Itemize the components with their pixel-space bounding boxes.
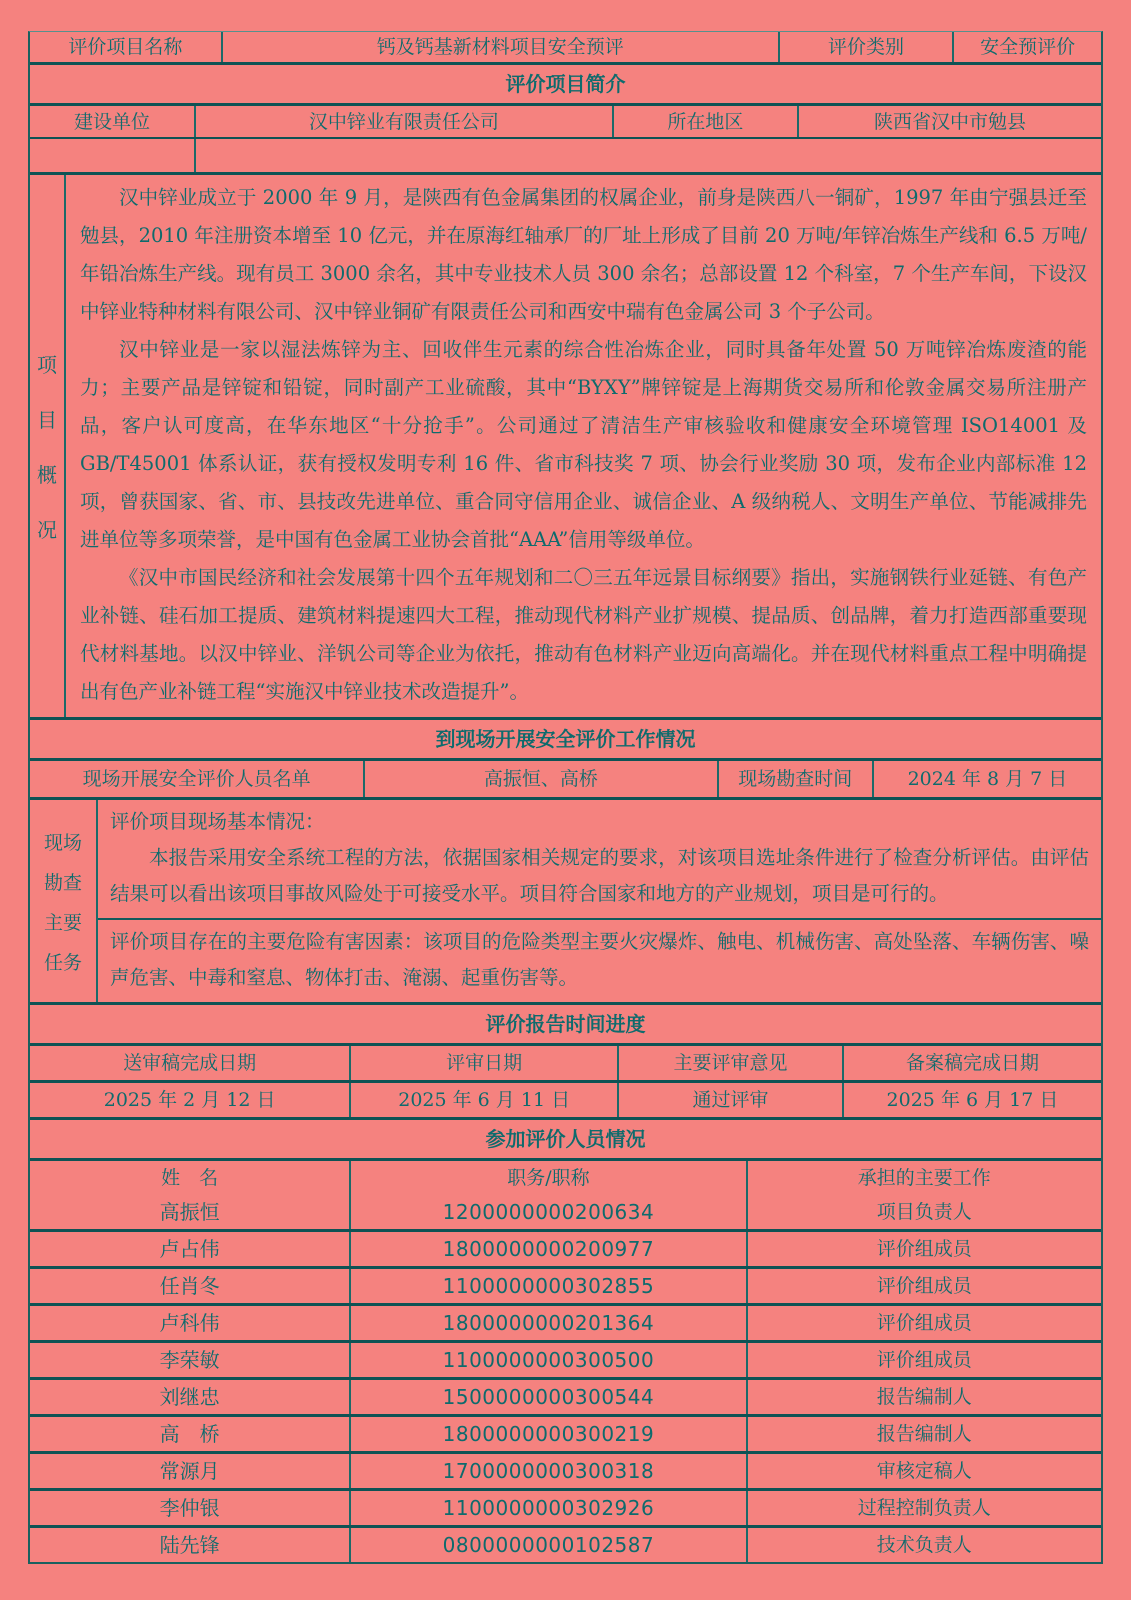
overview-label-char: 项 — [37, 353, 57, 377]
table-row — [30, 1377, 1101, 1414]
personnel-section-title: 参加评价人员情况 — [485, 1127, 646, 1151]
region-value: 陕西省汉中市勉县 — [873, 110, 1026, 133]
table-row — [30, 1488, 1101, 1525]
survey-time-value: 2024 年 8 月 7 日 — [907, 768, 1068, 790]
table-row — [30, 1229, 1101, 1266]
schedule-review-date: 2025 年 6 月 11 日 — [351, 1083, 619, 1117]
evaluation-form-table — [28, 31, 1103, 1564]
person-cert-number: 1100000000302926 — [351, 1491, 747, 1525]
site-personnel-label: 现场开展安全评价人员名单 — [30, 761, 365, 797]
person-role: 评价组成员 — [876, 1312, 972, 1334]
person-name: 卢占伟 — [30, 1232, 351, 1266]
empty-cell-left — [30, 139, 196, 172]
schedule-section-title: 评价报告时间进度 — [485, 1012, 646, 1036]
overview-label-char: 况 — [37, 518, 57, 542]
person-name: 陆先锋 — [30, 1528, 351, 1562]
overview-paragraph-2: 汉中锌业是一家以湿法炼锌为主、回收伴生元素的综合性冶炼企业，同时具备年处置 50 万吨锌冶炼废渣的能力；主要产品是锌锭和铅锭，同时副产工业硫酸，其中“BYXY”牌锌锭是上海期货交易所和伦敦金属交易所注册产品，客户认可度高，在华东地区“十分抢手”。公司通过了清洁生产审核验收和健康安全环境管理 ISO14001 及 GB/T45001 体系认证，获有授权发明专利 16 件、省市科技奖 7 项、协会行业奖励 30 项，发布企业内部标准 12 项，曾获国家、省、市、县技改先进单位、重合同守信用企业、诚信企业、A 级纳税人、文明生产单位、节能减排先进单位等多项荣誉，是中国有色金属工业协会首批“AAA”信用等级单位。 — [80, 338, 1087, 551]
table-row — [30, 1340, 1101, 1377]
survey-basic-body: 本报告采用安全系统工程的方法，依据国家相关规定的要求，对该项目选址条件进行了检查分析评估。由评估结果可以看出该项目事故风险处于可接受水平。项目符合国家和地方的产业规划，项目是可行的。 — [110, 846, 1089, 905]
survey-hazards-text: 评价项目存在的主要危险有害因素：该项目的危险类型主要火灾爆炸、触电、机械伤害、高处坠落、车辆伤害、噪声危害、中毒和窒息、物体打击、淹溺、起重伤害等。 — [110, 930, 1089, 989]
person-name: 高振恒 — [30, 1195, 351, 1229]
person-name: 常源月 — [30, 1454, 351, 1488]
builder-value: 汉中锌业有限责任公司 — [196, 106, 614, 137]
survey-hazards-cell — [98, 918, 1101, 1002]
project-name-value: 钙及钙基新材料项目安全预评 — [223, 32, 780, 62]
schedule-record-date: 2025 年 6 月 17 日 — [886, 1089, 1059, 1111]
site-personnel-row — [30, 758, 1101, 797]
person-name: 任肖冬 — [30, 1269, 351, 1303]
region-label: 所在地区 — [614, 106, 799, 137]
project-overview-block — [30, 172, 1101, 717]
survey-label-line: 主要 — [43, 911, 82, 934]
person-role: 评价组成员 — [876, 1349, 972, 1371]
person-cert-number: 1800000000300219 — [351, 1417, 747, 1451]
person-cert-number: 1800000000200977 — [351, 1232, 747, 1266]
person-name: 李荣敏 — [30, 1343, 351, 1377]
schedule-header-submit: 送审稿完成日期 — [30, 1046, 351, 1080]
person-role: 评价组成员 — [876, 1238, 972, 1260]
table-row — [30, 1451, 1101, 1488]
schedule-header-review-date: 评审日期 — [351, 1046, 619, 1080]
empty-row — [30, 137, 1101, 172]
survey-basic-title: 评价项目现场基本情况： — [110, 810, 325, 833]
survey-vertical-label — [30, 800, 98, 1002]
personnel-header-name: 姓 名 — [30, 1161, 351, 1195]
person-role: 技术负责人 — [876, 1534, 972, 1556]
person-cert-number: 1700000000300318 — [351, 1454, 747, 1488]
person-cert-number: 1100000000302855 — [351, 1269, 747, 1303]
overview-label-char: 目 — [37, 408, 57, 432]
personnel-table-header — [30, 1158, 1101, 1195]
overview-paragraph-3: 《汉中市国民经济和社会发展第十四个五年规划和二〇三五年远景目标纲要》指出，实施钢铁行业延链、有色产业补链、硅石加工提质、建筑材料提速四大工程，推动现代材料产业扩规模、提品质、创品牌，着力打造西部重要现代材料基地。以汉中锌业、洋钒公司等企业为依托，推动有色材料产业迈向高端化。并在现代材料重点工程中明确提出有色产业补链工程“实施汉中锌业技术改造提升”。 — [80, 566, 1087, 703]
survey-tasks-block — [30, 797, 1101, 1002]
survey-label-line: 勘查 — [43, 871, 82, 894]
person-role: 评价组成员 — [876, 1275, 972, 1297]
personnel-table-body — [30, 1195, 1101, 1562]
schedule-value-row — [30, 1080, 1101, 1117]
person-cert-number: 1500000000300544 — [351, 1380, 747, 1414]
project-name-label: 评价项目名称 — [30, 32, 223, 62]
site-work-section-header-row — [30, 717, 1101, 758]
person-cert-number: 1200000000200634 — [351, 1195, 747, 1229]
evaluation-type-label: 评价类别 — [780, 32, 955, 62]
person-name: 卢科伟 — [30, 1306, 351, 1340]
survey-basic-situation-cell — [98, 800, 1101, 918]
overview-text — [66, 175, 1101, 717]
person-role: 审核定稿人 — [876, 1460, 972, 1482]
personnel-header-work: 承担的主要工作 — [857, 1167, 991, 1189]
builder-region-row — [30, 103, 1101, 137]
person-name: 李仲银 — [30, 1491, 351, 1525]
site-work-section-title: 到现场开展安全评价工作情况 — [435, 727, 696, 751]
table-row — [30, 1414, 1101, 1451]
survey-time-label: 现场勘查时间 — [719, 761, 874, 797]
schedule-header-opinion: 主要评审意见 — [619, 1046, 844, 1080]
person-role: 过程控制负责人 — [857, 1497, 991, 1519]
table-row — [30, 1303, 1101, 1340]
survey-label-line: 现场 — [43, 831, 82, 854]
person-role: 项目负责人 — [876, 1201, 972, 1223]
person-cert-number: 0800000000102587 — [351, 1528, 747, 1562]
schedule-header-record: 备案稿完成日期 — [905, 1052, 1039, 1074]
overview-paragraph-1: 汉中锌业成立于 2000 年 9 月，是陕西有色金属集团的权属企业，前身是陕西八一铜矿，1997 年由宁强县迁至勉县，2010 年注册资本增至 10 亿元，并在原海红轴承厂的厂址上形成了目前 20 万吨/年锌冶炼生产线和 6.5 万吨/年铅冶炼生产线。现有员工 3000 余名，其中专业技术人员 300 余名；总部设置 12 个科室，7 个生产车间，下设汉中锌业特种材料有限公司、汉中锌业铜矿有限责任公司和西安中瑞有色金属公司 3 个子公司。 — [80, 186, 1087, 323]
person-name: 刘继忠 — [30, 1380, 351, 1414]
overview-vertical-label — [30, 175, 66, 717]
person-name: 高 桥 — [30, 1417, 351, 1451]
evaluation-type-value: 安全预评价 — [980, 36, 1076, 58]
empty-cell-right — [196, 139, 1101, 172]
person-cert-number: 1800000000201364 — [351, 1306, 747, 1340]
table-row — [30, 1525, 1101, 1562]
person-cert-number: 1100000000300500 — [351, 1343, 747, 1377]
schedule-header-row — [30, 1043, 1101, 1080]
table-row — [30, 1266, 1101, 1303]
builder-label: 建设单位 — [30, 106, 196, 137]
schedule-submit-date: 2025 年 2 月 12 日 — [30, 1083, 351, 1117]
intro-section-title: 评价项目简介 — [505, 72, 626, 96]
schedule-section-header-row — [30, 1002, 1101, 1043]
table-row — [30, 1195, 1101, 1229]
schedule-review-opinion: 通过评审 — [619, 1083, 844, 1117]
survey-content — [98, 800, 1101, 1002]
intro-section-header-row — [30, 62, 1101, 103]
site-personnel-value: 高振恒、高桥 — [365, 761, 718, 797]
project-title-row — [30, 32, 1101, 62]
personnel-section-header-row — [30, 1117, 1101, 1158]
person-role: 报告编制人 — [876, 1386, 972, 1408]
overview-label-char: 概 — [37, 463, 57, 487]
personnel-header-title: 职务/职称 — [351, 1161, 747, 1195]
survey-label-line: 任务 — [43, 951, 82, 974]
person-role: 报告编制人 — [876, 1423, 972, 1445]
